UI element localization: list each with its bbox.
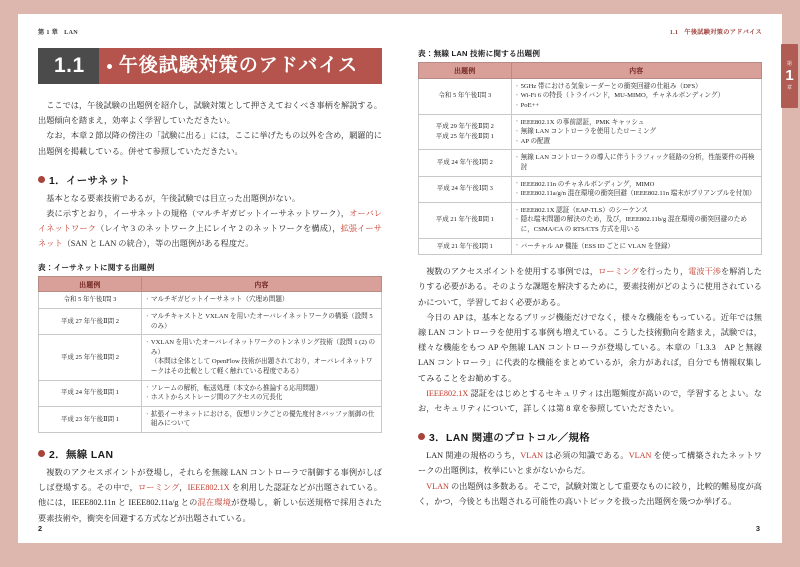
table-row — [419, 150, 762, 176]
page-number-left: 2 — [38, 524, 43, 533]
emphasis-term: 拡張イーサネット — [38, 224, 382, 249]
table-row — [39, 309, 382, 335]
title-dot-icon — [107, 64, 112, 69]
table-row — [419, 114, 762, 150]
table-caption-wireless: 表：無線 LAN 技術に関する出題例 — [418, 49, 541, 58]
emphasis-term: 電波干渉 — [688, 267, 721, 277]
emphasis-term: ローミング — [598, 267, 639, 277]
subheading-lan-protocols-label: 3．LAN 関連のプロトコル／規格 — [429, 433, 591, 445]
ethernet-table-body — [39, 292, 382, 433]
table-cell-item: ∙ IEEE802.11n のチャネルボンディング，MIMO — [516, 180, 757, 190]
chapter-tab-bottom-label: 章 — [786, 85, 793, 91]
table-cell-content — [141, 406, 381, 432]
lan-protocols-paragraph-1: LAN 関連の規格のうち，VLAN は必須の知識である。VLAN を使って構築されたネットワークの出題例は，枚挙にいとまがないからだ。 — [418, 451, 762, 476]
emphasis-term: ローミング — [138, 483, 180, 493]
table-cell-content — [511, 238, 761, 255]
table-cell-exam: 平成 21 年午後Ⅰ問 1 — [419, 238, 512, 255]
emphasis-term: IEEE802.1X — [187, 483, 230, 493]
table-cell-item: ∙ 拡張イーサネットにおける，仮想リンクごとの優先度付きバッファ制御の仕組みについて — [146, 410, 377, 429]
table-cell-exam: 令和 5 年午後Ⅰ問 3 — [419, 78, 512, 114]
section-title-band — [38, 48, 382, 84]
emphasis-term: VLAN — [426, 481, 449, 491]
section-number: 1.1 — [38, 48, 99, 84]
subheading-wireless-lan-label: 2．無線 LAN — [49, 449, 114, 461]
table-cell-item: ∙ ホストからストレージ間のアクセスの冗長化 — [146, 393, 377, 403]
wireless-after-paragraph-3: IEEE802.1X 認証をはじめとするセキュリティは出題頻度が高いので，学習するとよい。なお，セキュリティについて，詳しくは第 8 章を参照していただきたい。 — [418, 388, 762, 413]
table-cell-item: ∙ VXLAN を用いたオーバレイネットワークのトンネリング技術（設問 1 (2) のみ） — [146, 338, 377, 357]
table-header-exam: 出題例 — [39, 276, 142, 292]
left-page — [18, 14, 400, 543]
table-row — [419, 78, 762, 114]
table-cell-content — [511, 114, 761, 150]
table-cell-content — [141, 380, 381, 406]
table-cell-content — [511, 176, 761, 202]
subheading-wireless-lan — [38, 446, 382, 461]
lan-protocols-paragraph-2: VLAN の出題例は多数ある。そこで，試験対策として重要なものに絞り，比較的難易度が高く，かつ，今後とも出題される可能性の高いトピックを扱った出題例を幾つか挙げる。 — [418, 481, 762, 506]
table-cell-item: ∙ 隠れ端末問題の解決のため，及び，IEEE802.11b/g 混在環境の衝突回避のために，CSMA/CA の RTS/CTS 方式を用いる — [516, 215, 757, 234]
ethernet-question-table — [38, 276, 382, 433]
table-cell-exam: 令和 5 年午後Ⅰ問 3 — [39, 292, 142, 309]
table-row — [39, 292, 382, 309]
emphasis-term: VLAN — [628, 451, 652, 461]
table-cell-exam: 平成 27 年午後Ⅱ問 2 — [39, 309, 142, 335]
bullet-icon — [38, 450, 45, 457]
table-cell-content — [141, 335, 381, 380]
chapter-tab-top-label: 第 — [786, 61, 793, 67]
table-row — [419, 238, 762, 255]
table-cell-item: ∙ Wi-Fi 6 の特長（トライバンド，MU-MIMO，チャネルボンディング） — [516, 91, 757, 101]
table-cell-exam: 平成 24 年午後Ⅰ問 2 — [419, 150, 512, 176]
ethernet-paragraph-2: 表に示すとおり，イーサネットの規格（マルチギガビットイーサネットワーク），オーバレイネットワーク（レイヤ 3 のネットワーク上にレイヤ 2 のネットワークを構成），拡張イーサネット（SAN と LAN の統合），等の出題例がある程度だ。 — [38, 209, 382, 249]
table-cell-item: ∙ マルチギガビットイーサネット（穴埋め問題） — [146, 295, 377, 305]
ethernet-paragraph-1: 基本となる要素技術であるが，午後試験では目立った出題例がない。 — [46, 193, 301, 203]
emphasis-term: IEEE802.1X — [426, 388, 469, 398]
subheading-ethernet-label: 1．イーサネット — [49, 175, 131, 187]
table-cell-exam: 平成 29 年午後Ⅱ問 2 平成 25 年午後Ⅱ問 1 — [419, 114, 512, 150]
table-cell-item: ∙ IEEE802.1X 認証（EAP-TLS）のシーケンス — [516, 206, 757, 216]
emphasis-term: 混在環境 — [197, 498, 232, 508]
table-row — [39, 380, 382, 406]
table-row — [419, 176, 762, 202]
table-cell-item: ∙ PoE++ — [516, 101, 757, 111]
running-header-right — [418, 28, 762, 38]
table-row — [419, 202, 762, 238]
subheading-lan-protocols — [418, 429, 762, 444]
table-cell-exam: 平成 21 年午後Ⅱ問 1 — [419, 202, 512, 238]
table-header-content: 内容 — [511, 63, 761, 79]
table-cell-item: ∙ フレームの解析，転送処理（本文から推論する応用問題） — [146, 384, 377, 394]
table-cell-content — [141, 292, 381, 309]
wireless-question-table — [418, 62, 762, 255]
bullet-icon — [38, 176, 45, 183]
table-cell-item: ∙ バーチャル AP 機能（ESS ID ごとに VLAN を登録） — [516, 242, 757, 252]
table-row — [39, 406, 382, 432]
table-cell-item: ∙ AP の配置 — [516, 137, 757, 147]
subheading-ethernet — [38, 172, 382, 187]
running-header-section-number: 1.1 — [669, 29, 679, 36]
intro-paragraph-1: ここでは，午後試験の出題例を紹介し，試験対策として押さえておくべき事柄を解説する。出題傾向を踏まえ，効率よく学習していただきたい。 — [38, 101, 382, 126]
emphasis-term: オーバレイネットワーク — [38, 209, 382, 234]
table-cell-content — [511, 150, 761, 176]
table-cell-exam: 平成 25 年午後Ⅱ問 2 — [39, 335, 142, 380]
running-header-section-title: 午後試験対策のアドバイス — [684, 29, 762, 36]
table-row — [39, 335, 382, 380]
running-header-chapter: 第 1 章 — [38, 29, 59, 36]
table-cell-item: ∙ マルチキャストと VXLAN を用いたオーバレイネットワークの構築（設問 5 のみ） — [146, 312, 377, 331]
table-cell-content — [141, 309, 381, 335]
table-cell-item: （本問は全体として OpenFlow 技術が出題されており，オーバレイネットワークはその比較として軽く触れている程度である） — [150, 358, 373, 375]
table-cell-item: ∙ 無線 LAN コントローラの導入に伴うトラフィック経路の分析，性能要件の再検討 — [516, 153, 757, 172]
table-cell-content — [511, 202, 761, 238]
bullet-icon — [418, 433, 425, 440]
table-cell-exam: 平成 23 年午後Ⅱ問 1 — [39, 406, 142, 432]
table-cell-exam: 平成 24 年午後Ⅱ問 1 — [39, 380, 142, 406]
running-header-left — [38, 28, 382, 38]
table-cell-item: ∙ IEEE802.11a/g/n 混在環境の衝突回避（IEEE802.11n 端末がプリアンブルを付加） — [516, 189, 757, 199]
intro-paragraph-2: なお，本章 2 節以降の傍注の「試験に出る」には，ここに挙げたもの以外を含め，網羅的に出題例を掲載している。併せて参照していただきたい。 — [38, 131, 382, 156]
table-header-row — [419, 63, 762, 79]
table-cell-item: ∙ 5GHz 帯における気象レーダーとの衝突回避の仕組み（DFS） — [516, 82, 757, 92]
emphasis-term: VLAN — [520, 451, 544, 461]
table-header-row — [39, 276, 382, 292]
table-cell-exam: 平成 24 年午後Ⅰ問 3 — [419, 176, 512, 202]
chapter-tab-number: 1 — [785, 67, 794, 84]
table-caption-ethernet: 表：イーサネットに関する出題例 — [38, 262, 155, 272]
wireless-lan-paragraph-1: 複数のアクセスポイントが登場し，それらを無線 LAN コントローラで制御する事例がしばしば登場する。その中で，ローミング，IEEE802.1X を利用した認証などが出題されている。他には，IEEE802.11n と IEEE802.11a/g との混在環境が登場し，新しい伝送規格で採用された要素技術や，衝突を回避する方式などが出題されている。 — [38, 467, 382, 523]
wireless-after-paragraph-1: 複数のアクセスポイントを使用する事例では，ローミングを行ったり，電波干渉を解消したりする必要がある。そのような課題を解決するために，要素技術がどのように使用されているかについて，学習しておく必要がある。 — [418, 267, 762, 307]
book-spread — [18, 14, 794, 543]
right-page — [400, 14, 794, 543]
chapter-thumb-tab — [781, 44, 798, 108]
table-cell-content — [511, 78, 761, 114]
section-title: 午後試験対策のアドバイス — [118, 55, 359, 76]
table-header-content: 内容 — [141, 276, 381, 292]
table-cell-item: ∙ IEEE802.1X の事前認証，PMK キャッシュ — [516, 118, 757, 128]
section-title-container — [99, 48, 382, 84]
wireless-after-paragraph-2: 今日の AP は，基本となるブリッジ機能だけでなく，様々な機能をもっている。近年では無線 LAN コントローラを使用する事例も増えている。こうした技術動向を踏まえ，試験では，様々な機能をもつ AP や無線 LAN コントローラが登場している。本章の「1.3.3 AP と無線 LAN コントローラ」に代表的な機能をまとめているが，余力があれば，自分でも情報収集してみることをお勧めする。 — [418, 312, 762, 383]
wireless-table-body — [419, 78, 762, 254]
running-header-title: LAN — [64, 29, 79, 36]
table-cell-item: ∙ 無線 LAN コントローラを使用したローミング — [516, 127, 757, 137]
page-number-right: 3 — [755, 524, 760, 533]
table-header-exam: 出題例 — [419, 63, 512, 79]
